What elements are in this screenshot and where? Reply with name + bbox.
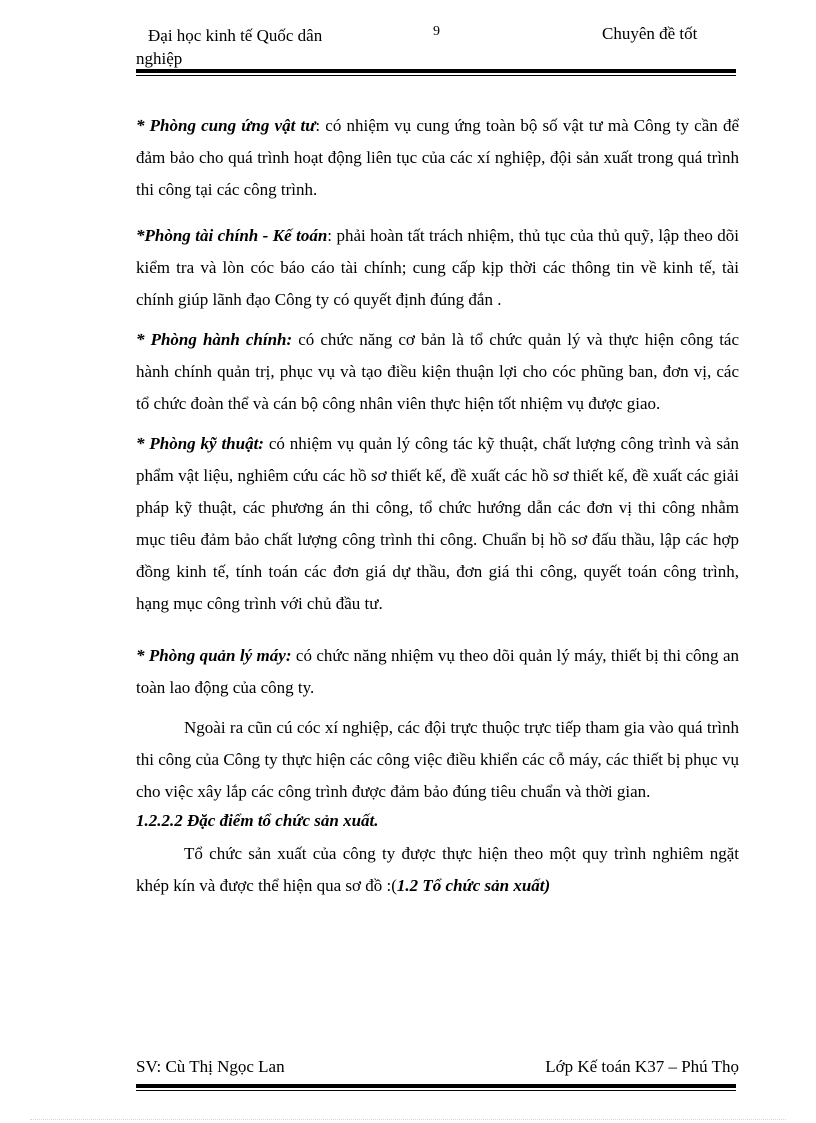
section-title: 1.2.2.2 Đặc điểm tổ chức sản xuất. bbox=[136, 811, 379, 830]
header-report-type: Chuyên đề tốt bbox=[602, 24, 698, 43]
footer-rule bbox=[136, 1084, 736, 1091]
header-left-line2: nghiệp bbox=[136, 49, 183, 68]
paragraph-lead: * Phòng hành chính: bbox=[136, 330, 293, 349]
paragraph-body: : có nhiệm vụ cung ứng toàn bộ số vật tư mà Công ty cần để đảm bảo cho quá trình hoạt động liên tục của các xí nghiệp, đội sản xuất trong quá trình thi công tại các công trình. bbox=[136, 116, 739, 199]
paragraph-technical-dept bbox=[136, 428, 739, 620]
diagram-reference-close: ) bbox=[544, 876, 551, 895]
paragraph-body: có chức năng nhiệm vụ theo dõi quản lý máy, thiết bị thi công an toàn lao động của công ty. bbox=[136, 646, 739, 697]
page-body bbox=[136, 110, 739, 918]
paragraph-admin-dept bbox=[136, 324, 739, 420]
footer-class: Lớp Kế toán K37 – Phú Thọ bbox=[545, 1057, 739, 1076]
paragraph-lead: * Phòng kỹ thuật: bbox=[136, 434, 264, 453]
page-edge-dots bbox=[30, 1119, 786, 1120]
paragraph-other-units: Ngoài ra cũn cú cóc xí nghiệp, các đội trực thuộc trực tiếp tham gia vào quá trình thi công của Công ty thực hiện các công việc điều khiển các cỗ máy, các thiết bị phục vụ cho việc xây lắp các công trình được đảm bảo đúng tiêu chuẩn và thời gian. bbox=[136, 718, 739, 801]
paragraph-body: Tổ chức sản xuất của công ty được thực hiện theo một quy trình nghiêm ngặt khép kín và được thể hiện qua sơ đồ :( bbox=[136, 844, 739, 895]
paragraph-finance-dept bbox=[136, 220, 739, 316]
paragraph-lead: *Phòng tài chính - Kế toán bbox=[136, 226, 328, 245]
paragraph-body: có nhiệm vụ quản lý công tác kỹ thuật, chất lượng công trình và sản phẩm vật liệu, nghiêm cứu các hồ sơ thiết kế, đề xuất các hồ sơ thiết kế, đề xuất các giải pháp kỹ thuật, các phương án thi công, tổ chức hướng dẫn các đơn vị thi công nhằm mục tiêu đảm bảo chất lượng công trình thi công. Chuẩn bị hồ sơ đấu thầu, lập các hợp đồng kinh tế, tính toán các đơn giá dự thầu, đơn giá thi công, quyết toán công trình, hạng mục công trình với chủ đầu tư. bbox=[136, 434, 739, 613]
diagram-reference: 1.2 Tổ chức sản xuất bbox=[396, 876, 545, 895]
paragraph-supply-dept bbox=[136, 110, 739, 206]
paragraph-lead: * Phòng cung ứng vật tư bbox=[136, 116, 316, 135]
paragraph-lead: * Phòng quản lý máy: bbox=[136, 646, 292, 665]
page-header bbox=[136, 20, 736, 70]
paragraph-production-org bbox=[136, 838, 739, 902]
header-rule bbox=[136, 69, 736, 76]
paragraph-body: có chức năng cơ bản là tổ chức quản lý và thực hiện công tác hành chính quản trị, phục vụ và tạo điều kiện thuận lợi cho cóc phũng ban, đơn vị, các tổ chức đoàn thể và cán bộ công nhân viên thực hiện tốt nhiệm vụ được giao. bbox=[136, 330, 740, 413]
header-left-line1: Đại học kinh tế Quốc dân bbox=[148, 26, 323, 45]
page-number: 9 bbox=[433, 24, 440, 39]
paragraph-body: : phải hoàn tất trách nhiệm, thủ tục của thủ quỹ, lập theo dõi kiểm tra và lòn cóc báo cáo tài chính; cung cấp kịp thời các thông tin về kinh tế, tài chính giúp lãnh đạo Công ty có quyết định đúng đắn . bbox=[136, 226, 739, 309]
header-university bbox=[136, 24, 388, 70]
paragraph-machinery-dept bbox=[136, 640, 739, 704]
footer-student: SV: Cù Thị Ngọc Lan bbox=[136, 1057, 285, 1076]
